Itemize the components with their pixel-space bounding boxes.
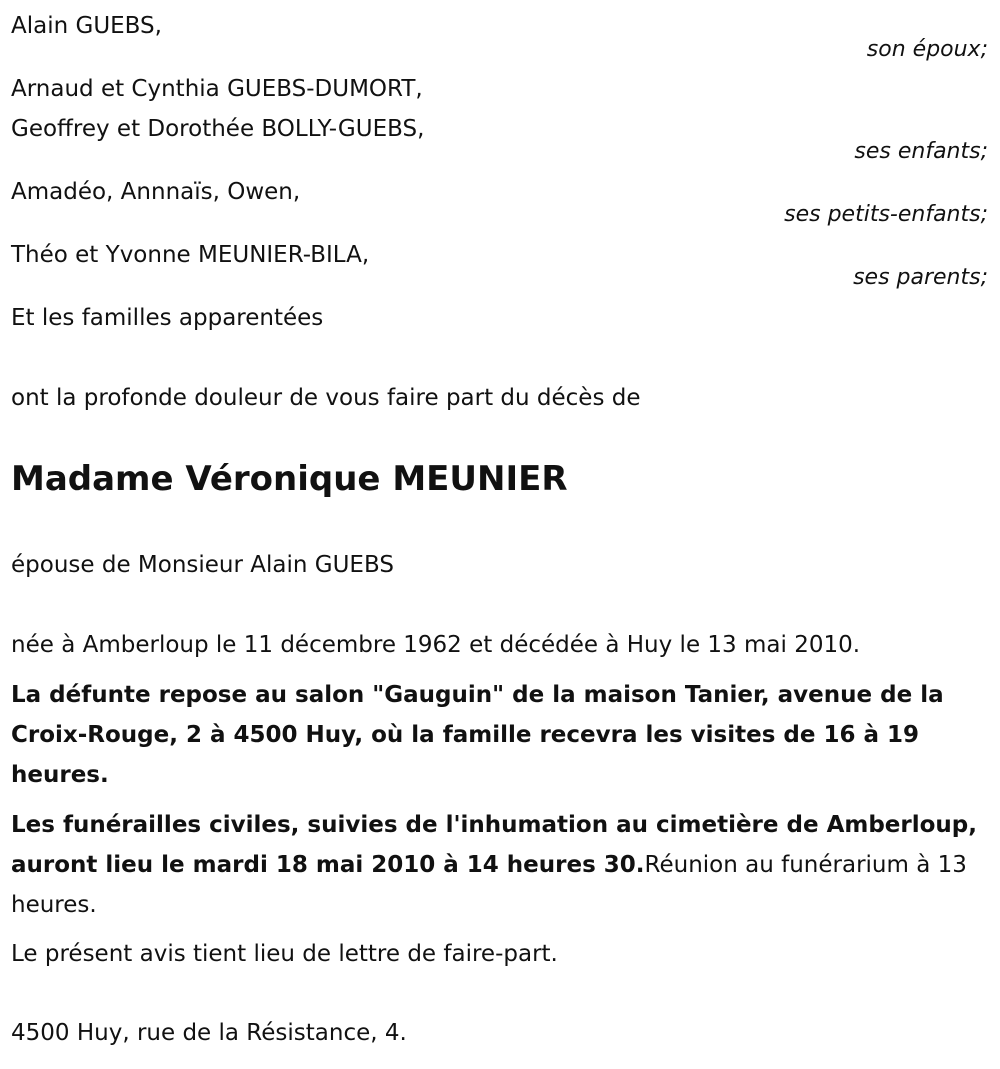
children-role: ses enfants; [854,139,988,164]
birth-death-line: née à Amberloup le 11 décembre 1962 et décédée à Huy le 13 mai 2010. [11,632,861,658]
child-line-2: Geoffrey et Dorothée BOLLY-GUEBS, [11,116,425,142]
spouse-role: son époux; [866,37,988,62]
funeral-bold-text: Les funérailles civiles, suivies de l'inhumation au cimetière de Amberloup, auront lieu le mardi 18 mai 2010 à 14 heures 30. [11,812,978,878]
funeral-paragraph [11,805,991,925]
grandchildren-role: ses petits-enfants; [784,202,988,227]
child-line-1: Arnaud et Cynthia GUEBS-DUMORT, [11,76,423,102]
parents-role: ses parents; [853,265,988,290]
spouse-name: Alain GUEBS, [11,13,162,39]
spouse-of-line: épouse de Monsieur Alain GUEBS [11,552,394,578]
notice-line: Le présent avis tient lieu de lettre de faire-part. [11,941,558,967]
funeral-regular-text: Réunion au funérarium à 13 heures. [11,852,967,918]
address-line: 4500 Huy, rue de la Résistance, 4. [11,1020,407,1046]
parents-line: Théo et Yvonne MEUNIER-BILA, [11,242,370,268]
rest-paragraph: La défunte repose au salon "Gauguin" de la maison Tanier, avenue de la Croix-Rouge, 2 à 4500 Huy, où la famille recevra les visites de 16 à 19 heures. [11,682,944,788]
grandchildren-line: Amadéo, Annnaïs, Owen, [11,179,301,205]
announcement-line: ont la profonde douleur de vous faire part du décès de [11,385,641,411]
relatives-line: Et les familles apparentées [11,305,324,331]
deceased-name: Madame Véronique MEUNIER [11,459,568,499]
